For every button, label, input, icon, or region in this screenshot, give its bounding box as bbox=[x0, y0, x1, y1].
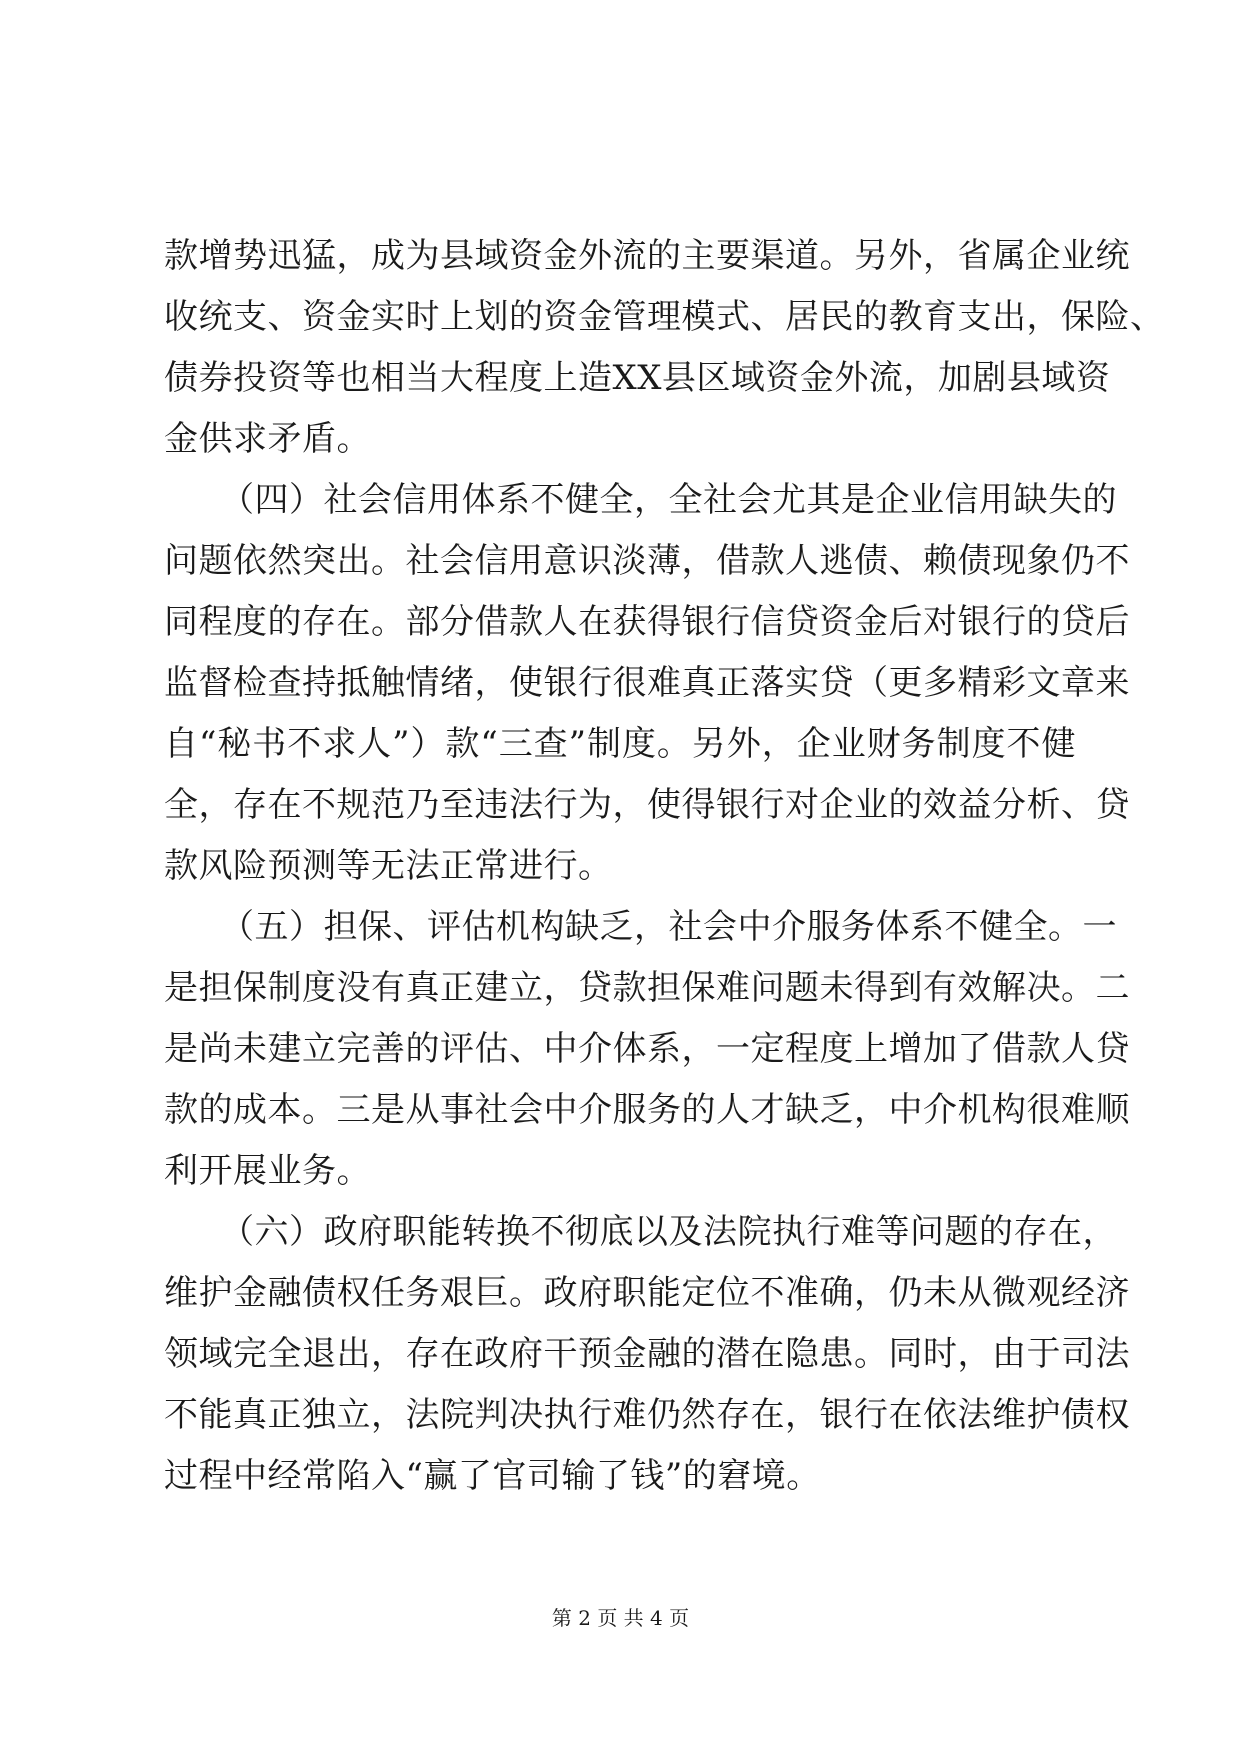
text-line: 过程中经常陷入“赢了官司输了钱”的窘境。 bbox=[164, 1456, 821, 1496]
text-line: 不能真正独立，法院判决执行难仍然存在，银行在依法维护债权 bbox=[164, 1395, 1130, 1435]
text-line: （四）社会信用体系不健全，全社会尤其是企业信用缺失的 bbox=[220, 480, 1117, 520]
text-line: 金供求矛盾。 bbox=[164, 419, 371, 459]
text-line: 问题依然突出。社会信用意识淡薄，借款人逃债、赖债现象仍不 bbox=[164, 541, 1130, 581]
text-line: 自“秘书不求人”）款“三查”制度。另外，企业财务制度不健 bbox=[164, 724, 1076, 764]
text-line: 监督检查持抵触情绪，使银行很难真正落实贷（更多精彩文章来 bbox=[164, 663, 1130, 703]
text-line: 利开展业务。 bbox=[164, 1151, 371, 1191]
text-line: 收统支、资金实时上划的资金管理模式、居民的教育支出，保险、 bbox=[164, 297, 1165, 337]
text-line: 全，存在不规范乃至违法行为，使得银行对企业的效益分析、贷 bbox=[164, 785, 1130, 825]
text-line: 款增势迅猛，成为县域资金外流的主要渠道。另外，省属企业统 bbox=[164, 236, 1130, 276]
text-line: （五）担保、评估机构缺乏，社会中介服务体系不健全。一 bbox=[220, 907, 1117, 947]
text-line: 是担保制度没有真正建立，贷款担保难问题未得到有效解决。二 bbox=[164, 968, 1130, 1008]
text-line: （六）政府职能转换不彻底以及法院执行难等问题的存在， bbox=[220, 1212, 1117, 1252]
page-number-footer: 第 2 页 共 4 页 bbox=[551, 1606, 690, 1630]
text-line: 领域完全退出，存在政府干预金融的潜在隐患。同时，由于司法 bbox=[164, 1334, 1130, 1374]
text-line: 同程度的存在。部分借款人在获得银行信贷资金后对银行的贷后 bbox=[164, 602, 1130, 642]
text-line: 债券投资等也相当大程度上造XX县区域资金外流，加剧县域资 bbox=[164, 358, 1111, 398]
text-line: 维护金融债权任务艰巨。政府职能定位不准确，仍未从微观经济 bbox=[164, 1273, 1130, 1313]
text-line: 是尚未建立完善的评估、中介体系，一定程度上增加了借款人贷 bbox=[164, 1029, 1130, 1069]
text-line: 款的成本。三是从事社会中介服务的人才缺乏，中介机构很难顺 bbox=[164, 1090, 1130, 1130]
text-line: 款风险预测等无法正常进行。 bbox=[164, 846, 613, 886]
document-body bbox=[164, 226, 1165, 1507]
